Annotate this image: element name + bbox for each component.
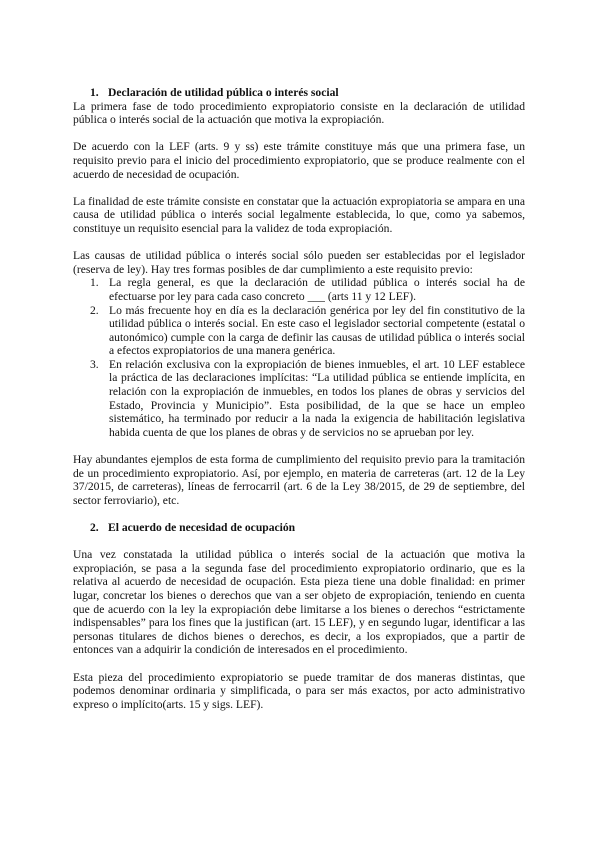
paragraph: La finalidad de este trámite consiste en constatar que la actuación expropiatoria se ampara en una causa de utilidad pública o interés social legalmente establecida, lo que, como ya sabemos, constituye un requisito esencial para la validez de toda expropiación. [73, 194, 525, 235]
spacer [73, 236, 525, 250]
section-number: 1. [90, 86, 99, 99]
list-item [73, 358, 525, 440]
section-title: Declaración de utilidad pública o interés social [108, 86, 339, 99]
section-title: El acuerdo de necesidad de ocupación [108, 521, 296, 534]
list-item-text: La regla general, es que la declaración de utilidad pública o interés social ha de efectuarse por ley para cada caso concreto ___ (arts 11 y 12 LEF). [109, 276, 525, 303]
section-heading-2 [73, 521, 525, 535]
paragraph: Hay abundantes ejemplos de esta forma de cumplimiento del requisito previo para la tramitación de un procedimiento expropiatorio. Así, por ejemplo, en materia de carreteras (art. 12 de la Ley 37/2015, de carreteras), líneas de ferrocarril (art. 6 de la Ley 38/2015, de 29 de septiembre, del sector ferroviario), etc. [73, 453, 525, 507]
paragraph: Las causas de utilidad pública o interés social sólo pueden ser establecidas por el legislador (reserva de ley). Hay tres formas posibles de dar cumplimiento a este requisito previo: [73, 249, 525, 276]
paragraph: Una vez constatada la utilidad pública o interés social de la actuación que motiva la expropiación, se pasa a la segunda fase del procedimiento expropiatorio ordinario, que es la relativa al acuerdo de necesidad de ocupación. Esta pieza tiene una doble finalidad: en primer lugar, concretar los bienes o derechos que van a ser objeto de expropiación, teniendo en cuenta que de acuerdo con la ley la expropiación debe limitarse a los bienes o derechos “estrictamente indispensables” para los fines que la justifican (art. 15 LEF), y en segundo lugar, identificar a las personas titulares de dichos bienes o derechos, es decir, a los expropiados, que a partir de entonces van a adquirir la condición de interesados en el procedimiento. [73, 548, 525, 657]
spacer [73, 439, 525, 453]
spacer [73, 507, 525, 521]
list-item-text: Lo más frecuente hoy en día es la declaración genérica por ley del fin constitutivo de la utilidad pública o interés social. En este caso el legislador sectorial competente (estatal o autonómico) cumple con la carga de definir las causas de utilidad pública o interés social a efectos expropiatorios de una manera genérica. [109, 303, 525, 358]
list-item-number: 1. [90, 276, 99, 290]
list-item [73, 304, 525, 358]
list-item-text: En relación exclusiva con la expropiación de bienes inmuebles, el art. 10 LEF establece la práctica de las declaraciones implícitas: “La utilidad pública se entiende implícita, en relación con la expropiación de inmuebles, en todos los planes de obras y servicios del Estado, Provincia y Municipio”. Esta posibilidad, de la que se hace un empleo sistemático, ha terminado por reducir a la nada la exigencia de habilitación legislativa habida cuenta de que los planes de obras y de servicios no se aprueban por ley. [109, 357, 525, 439]
list-item-number: 2. [90, 303, 99, 317]
causes-list [73, 276, 525, 439]
spacer [73, 127, 525, 141]
spacer [73, 181, 525, 195]
section-heading-1 [73, 86, 525, 100]
list-item [73, 276, 525, 303]
spacer [73, 657, 525, 671]
list-item-number: 3. [90, 357, 99, 371]
spacer [73, 535, 525, 549]
section-number: 2. [90, 521, 99, 534]
paragraph: La primera fase de todo procedimiento expropiatorio consiste en la declaración de utilidad pública o interés social de la actuación que motiva la expropiación. [73, 99, 525, 127]
paragraph: De acuerdo con la LEF (arts. 9 y ss) este trámite constituye más que una primera fase, un requisito previo para el inicio del procedimiento expropiatorio, que se produce realmente con el acuerdo de necesidad de ocupación. [73, 140, 525, 181]
document-body [73, 86, 525, 711]
paragraph: Esta pieza del procedimiento expropiatorio se puede tramitar de dos maneras distintas, que podemos denominar ordinaria y simplificada, o para ser más exactos, por acto administrativo expreso o implícito(arts. 15 y sigs. LEF). [73, 670, 525, 711]
